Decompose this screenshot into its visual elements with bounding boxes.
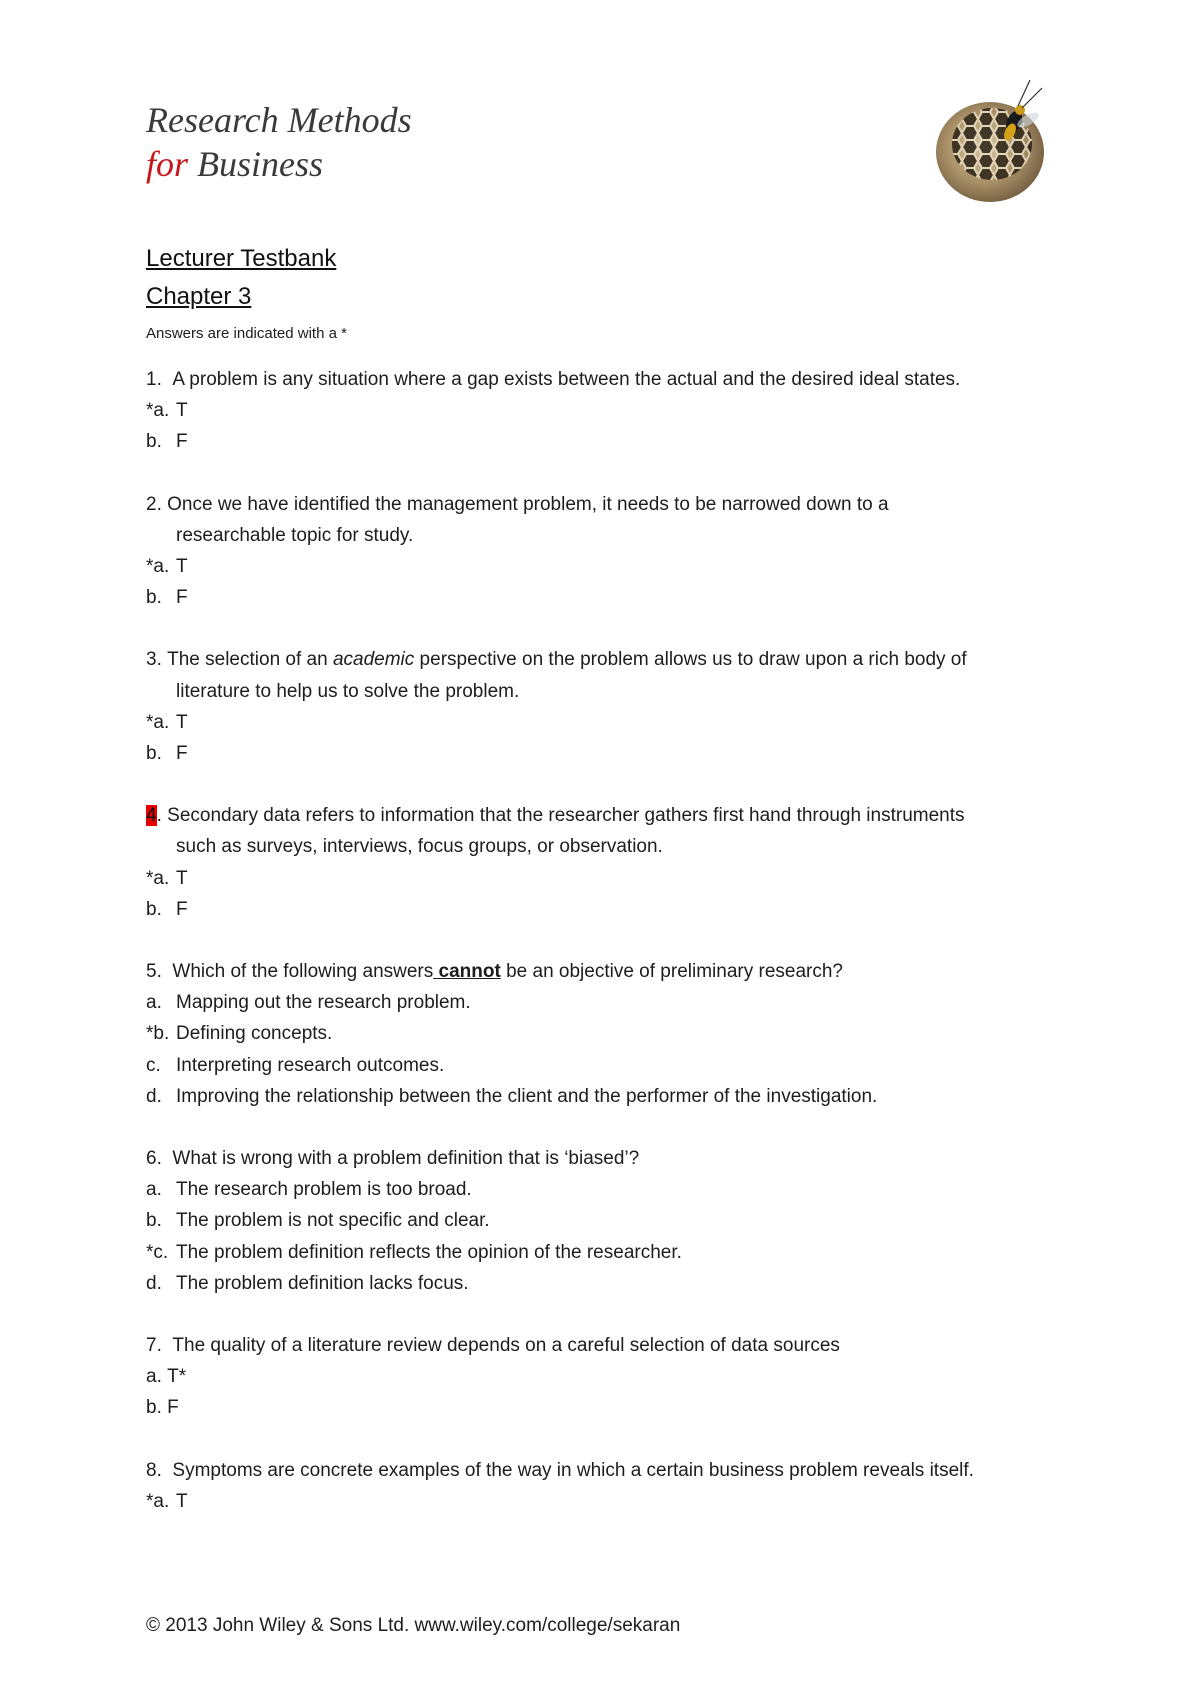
question-text: Symptoms are concrete examples of the way in which a certain business problem reveals itself. — [172, 1459, 974, 1481]
option-label: a. — [146, 1366, 168, 1388]
answer-option — [146, 1392, 1046, 1423]
question-text-continued: literature to help us to solve the problem. — [176, 680, 520, 702]
option-label: *b. — [146, 1023, 170, 1045]
option-label: a. — [146, 1179, 162, 1201]
question-number: 7. — [146, 1335, 173, 1357]
option-label: b. — [146, 431, 162, 453]
question-number: 8. — [146, 1459, 173, 1481]
question-number: 2. — [146, 493, 168, 515]
book-title-for: for — [146, 144, 189, 184]
option-text: Improving the relationship between the client and the performer of the investigation. — [176, 1085, 878, 1107]
option-text: T — [176, 711, 188, 733]
wasp-nest-icon — [930, 70, 1070, 210]
book-title-business: Business — [188, 144, 324, 184]
question-text-emphasis: academic — [332, 649, 415, 671]
option-label: c. — [146, 1054, 161, 1076]
option-text: The problem is not specific and clear. — [176, 1210, 490, 1232]
question-stem — [146, 800, 1046, 831]
question-text-post: be an objective of preliminary research? — [500, 961, 843, 983]
answer-option — [146, 738, 1046, 769]
answer-option — [146, 1268, 1046, 1299]
option-label: *a. — [146, 556, 170, 578]
question-7 — [146, 1330, 1046, 1424]
answer-option — [146, 1081, 1046, 1112]
option-label: *c. — [146, 1241, 169, 1263]
answer-option — [146, 426, 1046, 457]
answer-option — [146, 1050, 1046, 1081]
answer-option — [146, 1205, 1046, 1236]
answer-option — [146, 1018, 1046, 1049]
question-number: 6. — [146, 1148, 173, 1170]
option-text: T — [176, 556, 188, 578]
option-text: Interpreting research outcomes. — [176, 1054, 445, 1076]
option-label: *a. — [146, 1490, 170, 1512]
option-text: T — [176, 867, 188, 889]
question-number — [146, 800, 167, 831]
option-label: *a. — [146, 867, 170, 889]
question-number-suffix: . — [156, 805, 168, 827]
question-5 — [146, 956, 1046, 1112]
copyright-footer: © 2013 John Wiley & Sons Ltd. www.wiley.com/college/sekaran — [146, 1615, 681, 1636]
question-stem — [146, 644, 1046, 675]
question-text-post: perspective on the problem allows us to draw upon a rich body of — [414, 649, 967, 671]
option-label: *a. — [146, 711, 170, 733]
option-label: a. — [146, 992, 162, 1014]
question-text: The quality of a literature review depends on a careful selection of data sources — [172, 1335, 840, 1357]
highlighted-number: 4 — [146, 805, 157, 827]
question-text-continued: researchable topic for study. — [176, 524, 414, 546]
answer-option — [146, 894, 1046, 925]
question-text — [172, 956, 1046, 987]
option-text: F — [176, 587, 188, 609]
option-label: b. — [146, 587, 162, 609]
book-title-line1: Research Methods — [146, 100, 412, 140]
option-text: F — [176, 898, 188, 920]
question-text — [167, 644, 1046, 675]
question-stem — [146, 956, 1046, 987]
option-text: The research problem is too broad. — [176, 1179, 472, 1201]
question-text: Once we have identified the management problem, it needs to be narrowed down to a — [167, 493, 889, 515]
question-6 — [146, 1143, 1046, 1299]
option-label: *a. — [146, 400, 170, 422]
option-text: T* — [167, 1366, 187, 1388]
chapter-heading: Chapter 3 — [146, 283, 252, 310]
question-text-underlined: cannot — [433, 961, 501, 983]
answer-note: Answers are indicated with a * — [146, 325, 347, 342]
question-stem — [146, 1455, 1046, 1486]
question-number: 3. — [146, 649, 168, 671]
option-label: b. — [146, 1210, 162, 1232]
question-text: Secondary data refers to information that the researcher gathers first hand through instruments — [167, 805, 965, 827]
question-text-pre: Which of the following answers — [172, 961, 434, 983]
question-stem — [146, 1143, 1046, 1174]
answer-option — [146, 1486, 1046, 1517]
answer-option — [146, 1237, 1046, 1268]
page-title: Lecturer Testbank — [146, 245, 337, 272]
option-label: d. — [146, 1085, 162, 1107]
answer-option — [146, 551, 1046, 582]
option-text: The problem definition reflects the opinion of the researcher. — [176, 1241, 682, 1263]
question-text: What is wrong with a problem definition that is ‘biased’? — [172, 1148, 640, 1170]
option-label: b. — [146, 743, 162, 765]
answer-option — [146, 863, 1046, 894]
answer-option — [146, 395, 1046, 426]
option-label: b. — [146, 1397, 168, 1419]
testbank-content — [146, 240, 1046, 1548]
question-2 — [146, 489, 1046, 614]
question-3 — [146, 644, 1046, 769]
answer-option — [146, 1361, 1046, 1392]
book-title-line2 — [146, 142, 412, 186]
option-text: T — [176, 1490, 188, 1512]
option-text: Mapping out the research problem. — [176, 992, 471, 1014]
option-text: T — [176, 400, 188, 422]
option-label: d. — [146, 1272, 162, 1294]
option-text: Defining concepts. — [176, 1023, 333, 1045]
question-8 — [146, 1455, 1046, 1517]
option-text: The problem definition lacks focus. — [176, 1272, 469, 1294]
question-stem — [146, 364, 1046, 395]
option-text: F — [176, 431, 188, 453]
option-text: F — [176, 743, 188, 765]
option-label: b. — [146, 898, 162, 920]
question-number: 5. — [146, 961, 173, 983]
question-number: 1. — [146, 369, 173, 390]
book-title — [146, 98, 412, 186]
answer-option — [146, 1174, 1046, 1205]
question-text: A problem is any situation where a gap exists between the actual and the desired ideal states. — [172, 369, 961, 390]
answer-option — [146, 582, 1046, 613]
question-stem — [146, 1330, 1046, 1361]
question-stem — [146, 489, 1046, 520]
question-1 — [146, 364, 1046, 458]
option-text: F — [167, 1397, 179, 1419]
answer-option — [146, 987, 1046, 1018]
question-4 — [146, 800, 1046, 925]
question-text-pre: The selection of an — [167, 649, 333, 671]
answer-option — [146, 707, 1046, 738]
question-text-continued: such as surveys, interviews, focus groups, or observation. — [176, 836, 663, 858]
